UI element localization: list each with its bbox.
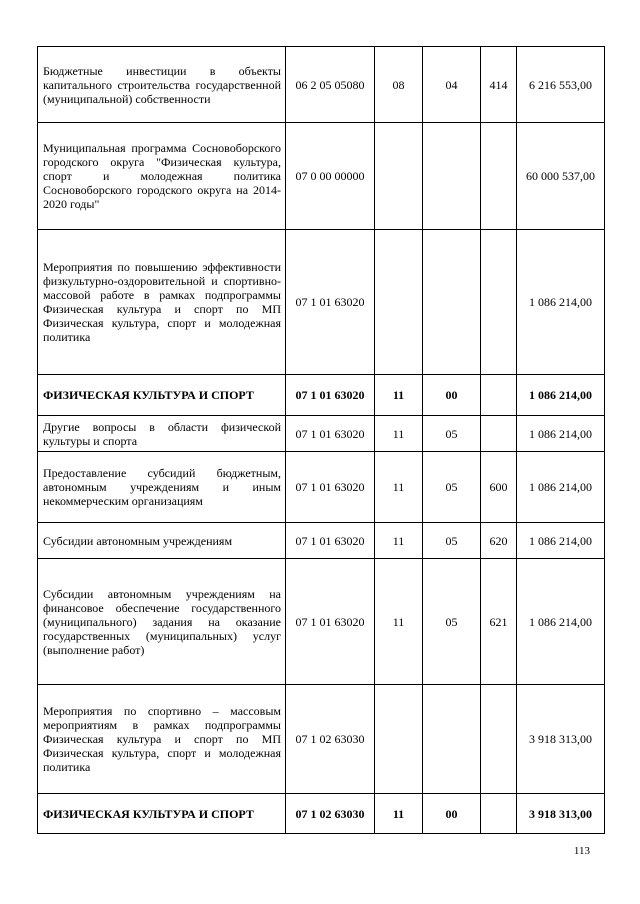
row-type-cell	[481, 123, 517, 230]
row-section-cell	[375, 123, 423, 230]
table-row	[38, 416, 605, 452]
row-code-cell: 07 1 01 63020	[286, 452, 375, 523]
table-row	[38, 375, 605, 416]
table-row	[38, 559, 605, 685]
row-type-cell: 621	[481, 559, 517, 685]
row-name-cell: Предоставление субсидий бюджетным, автономным учреждениям и иным некоммерческим организациям	[38, 452, 286, 523]
row-name-cell: Муниципальная программа Сосновоборского городского округа "Физическая культура, спорт и молодежная политика Сосновоборского городского округа на 2014-2020 годы"	[38, 123, 286, 230]
table-row	[38, 230, 605, 375]
row-code-cell: 07 1 01 63020	[286, 230, 375, 375]
row-code-cell: 07 1 01 63020	[286, 559, 375, 685]
row-type-cell	[481, 416, 517, 452]
row-code-cell: 07 1 01 63020	[286, 375, 375, 416]
row-amount-cell: 1 086 214,00	[517, 452, 605, 523]
row-amount-cell: 1 086 214,00	[517, 230, 605, 375]
page-number: 113	[573, 845, 590, 857]
row-subsection-cell: 05	[423, 452, 481, 523]
row-amount-cell: 1 086 214,00	[517, 523, 605, 559]
table-row	[38, 523, 605, 559]
row-code-cell: 07 1 01 63020	[286, 523, 375, 559]
row-subsection-cell: 00	[423, 375, 481, 416]
row-amount-cell: 1 086 214,00	[517, 375, 605, 416]
row-subsection-cell	[423, 123, 481, 230]
row-type-cell: 620	[481, 523, 517, 559]
row-code-cell: 07 0 00 00000	[286, 123, 375, 230]
row-section-cell: 11	[375, 452, 423, 523]
row-section-cell: 11	[375, 559, 423, 685]
row-type-cell: 414	[481, 47, 517, 123]
row-subsection-cell: 05	[423, 523, 481, 559]
row-type-cell	[481, 685, 517, 794]
table-row	[38, 123, 605, 230]
table-row	[38, 685, 605, 794]
row-code-cell: 07 1 02 63030	[286, 794, 375, 834]
budget-table-body	[38, 47, 605, 834]
row-type-cell: 600	[481, 452, 517, 523]
row-section-cell: 11	[375, 375, 423, 416]
row-type-cell	[481, 375, 517, 416]
row-amount-cell: 60 000 537,00	[517, 123, 605, 230]
row-code-cell: 06 2 05 05080	[286, 47, 375, 123]
row-amount-cell: 1 086 214,00	[517, 416, 605, 452]
row-subsection-cell: 05	[423, 416, 481, 452]
row-amount-cell: 6 216 553,00	[517, 47, 605, 123]
row-type-cell	[481, 794, 517, 834]
row-amount-cell: 3 918 313,00	[517, 794, 605, 834]
row-name-cell: Мероприятия по повышению эффективности физкультурно-оздоровительной и спортивно-массовой работе в рамках подпрограммы Физическая культура и спорт по МП Физическая культура, спорт и молодежная политика	[38, 230, 286, 375]
row-section-cell: 11	[375, 416, 423, 452]
row-name-cell: Другие вопросы в области физической культуры и спорта	[38, 416, 286, 452]
row-code-cell: 07 1 01 63020	[286, 416, 375, 452]
table-row	[38, 452, 605, 523]
row-amount-cell: 3 918 313,00	[517, 685, 605, 794]
row-type-cell	[481, 230, 517, 375]
row-name-cell: Мероприятия по спортивно – массовым мероприятиям в рамках подпрограммы Физическая культура и спорт по МП Физическая культура, спорт и молодежная политика	[38, 685, 286, 794]
row-name-cell: Бюджетные инвестиции в объекты капитального строительства государственной (муниципальной) собственности	[38, 47, 286, 123]
row-name-cell: Субсидии автономным учреждениям	[38, 523, 286, 559]
row-name-cell: Субсидии автономным учреждениям на финансовое обеспечение государственного (муниципального) задания на оказание государственных (муниципальных) услуг (выполнение работ)	[38, 559, 286, 685]
row-name-cell: ФИЗИЧЕСКАЯ КУЛЬТУРА И СПОРТ	[38, 375, 286, 416]
table-row	[38, 47, 605, 123]
row-subsection-cell	[423, 685, 481, 794]
row-section-cell	[375, 230, 423, 375]
row-code-cell: 07 1 02 63030	[286, 685, 375, 794]
row-section-cell: 11	[375, 523, 423, 559]
row-subsection-cell	[423, 230, 481, 375]
row-subsection-cell: 00	[423, 794, 481, 834]
table-row	[38, 794, 605, 834]
row-section-cell: 11	[375, 794, 423, 834]
row-subsection-cell: 04	[423, 47, 481, 123]
budget-table	[37, 46, 605, 834]
row-section-cell: 08	[375, 47, 423, 123]
row-name-cell: ФИЗИЧЕСКАЯ КУЛЬТУРА И СПОРТ	[38, 794, 286, 834]
row-subsection-cell: 05	[423, 559, 481, 685]
row-section-cell	[375, 685, 423, 794]
row-amount-cell: 1 086 214,00	[517, 559, 605, 685]
